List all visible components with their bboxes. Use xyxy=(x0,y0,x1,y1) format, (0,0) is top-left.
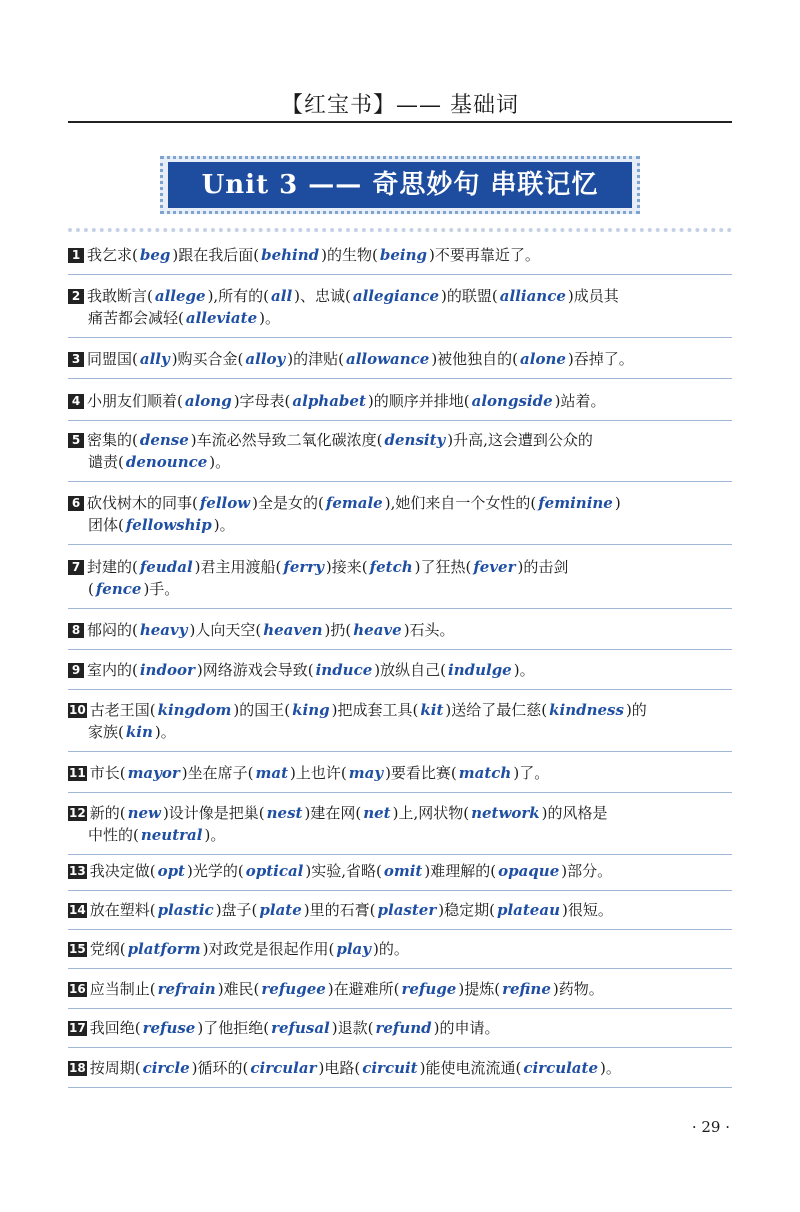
sentence-line xyxy=(68,348,732,370)
sentence-line xyxy=(68,860,732,882)
english-word: mat xyxy=(255,764,289,782)
chinese-text: )车流必然导致二氧化碳浓度( xyxy=(190,431,383,449)
english-word: alloy xyxy=(245,350,286,368)
english-word: refugee xyxy=(261,980,326,998)
english-word: induce xyxy=(315,661,373,679)
chinese-text: 中性的( xyxy=(88,826,139,844)
sentence-item-12 xyxy=(68,802,732,846)
row-divider xyxy=(68,649,732,650)
chinese-text: )接来( xyxy=(325,558,368,576)
english-word: circuit xyxy=(362,1059,418,1077)
english-word: dense xyxy=(139,431,189,449)
chinese-text: )电路( xyxy=(318,1059,361,1077)
english-word: network xyxy=(471,804,540,822)
english-word: alone xyxy=(520,350,566,368)
item-number-badge: 10 xyxy=(69,703,86,717)
sentence-item-18 xyxy=(68,1057,732,1079)
item-number-badge: 14 xyxy=(69,903,86,917)
chinese-text: ),她们来自一个女性的( xyxy=(384,494,537,512)
sentence-item-1 xyxy=(68,244,732,266)
chinese-text: )的。 xyxy=(372,940,409,958)
sentence-line xyxy=(68,390,732,412)
english-word: ally xyxy=(139,350,170,368)
english-word: fellowship xyxy=(125,516,212,534)
chinese-text: )站着。 xyxy=(554,392,606,410)
chinese-text: 新的( xyxy=(89,804,126,822)
sentence-item-4 xyxy=(68,390,732,412)
sentence-item-8 xyxy=(68,619,732,641)
sentence-line xyxy=(68,802,732,824)
item-number-badge: 18 xyxy=(69,1061,86,1075)
english-word: plateau xyxy=(496,901,560,919)
english-word: kin xyxy=(125,723,153,741)
chinese-text: )。 xyxy=(259,309,280,327)
sentence-line xyxy=(68,762,732,784)
english-word: circle xyxy=(142,1059,190,1077)
chinese-text: )放纵自己( xyxy=(374,661,446,679)
page-number: · 29 · xyxy=(691,1118,730,1136)
sentence-item-10 xyxy=(68,699,732,743)
row-divider xyxy=(68,751,732,752)
chinese-text: )能使电流流通( xyxy=(419,1059,522,1077)
chinese-text: 我决定做( xyxy=(89,862,156,880)
chinese-text: )跟在我后面( xyxy=(172,246,260,264)
sentence-item-3 xyxy=(68,348,732,370)
chinese-text: )稳定期( xyxy=(438,901,495,919)
chinese-text: )升高,这会遭到公众的 xyxy=(447,431,593,449)
chinese-text: )退款( xyxy=(331,1019,374,1037)
chinese-text: )提炼( xyxy=(458,980,501,998)
chinese-text: )的击剑 xyxy=(517,558,569,576)
item-number-badge: 4 xyxy=(68,394,84,409)
chinese-text: 密集的( xyxy=(87,431,138,449)
english-word: all xyxy=(271,287,293,305)
chinese-text: )。 xyxy=(154,723,176,741)
item-number-badge: 2 xyxy=(68,289,84,304)
english-word: ferry xyxy=(283,558,324,576)
chinese-text: )。 xyxy=(513,661,535,679)
sentence-line xyxy=(68,1057,732,1079)
english-word: fence xyxy=(95,580,142,598)
chinese-text: ( xyxy=(88,580,94,598)
sentence-item-11 xyxy=(68,762,732,784)
sentence-item-15 xyxy=(68,938,732,960)
chinese-text: )网络游戏会导致( xyxy=(196,661,314,679)
sentence-line xyxy=(68,824,732,846)
english-word: opaque xyxy=(498,862,560,880)
chinese-text: )的 xyxy=(625,701,647,719)
sentence-item-17 xyxy=(68,1017,732,1039)
sentence-line xyxy=(68,514,732,536)
item-number-badge: 7 xyxy=(68,560,84,575)
chinese-text: )对政党是很起作用( xyxy=(202,940,335,958)
chinese-text: )被他独自的( xyxy=(431,350,519,368)
sentence-line xyxy=(68,578,732,600)
chinese-text: 我回绝( xyxy=(89,1019,141,1037)
row-divider xyxy=(68,420,732,421)
row-divider xyxy=(68,854,732,855)
english-word: new xyxy=(127,804,161,822)
chinese-text: )送给了最仁慈( xyxy=(445,701,548,719)
sentence-line xyxy=(68,285,732,307)
row-divider xyxy=(68,689,732,690)
english-word: net xyxy=(363,804,391,822)
chinese-text: )。 xyxy=(213,516,235,534)
chinese-text: 封建的( xyxy=(87,558,138,576)
chinese-text: )循环的( xyxy=(191,1059,249,1077)
sentence-item-5 xyxy=(68,429,732,473)
item-number-badge: 1 xyxy=(68,248,84,263)
chinese-text: )坐在席子( xyxy=(181,764,254,782)
english-word: heavy xyxy=(139,621,188,639)
chinese-text: )里的石膏( xyxy=(303,901,376,919)
english-word: king xyxy=(292,701,330,719)
chinese-text: )了狂热( xyxy=(414,558,472,576)
item-number-badge: 12 xyxy=(69,806,86,820)
chinese-text: )的津贴( xyxy=(287,350,344,368)
row-divider xyxy=(68,1087,732,1088)
chinese-text: )盘子( xyxy=(215,901,258,919)
chinese-text: )吞掉了。 xyxy=(567,350,634,368)
english-word: kingdom xyxy=(157,701,232,719)
chinese-text: 砍伐树木的同事( xyxy=(87,494,198,512)
english-word: denounce xyxy=(125,453,208,471)
row-divider xyxy=(68,337,732,338)
sentence-line xyxy=(68,978,732,1000)
chinese-text: )了他拒绝( xyxy=(197,1019,270,1037)
chinese-text: )要看比赛( xyxy=(385,764,457,782)
row-divider xyxy=(68,608,732,609)
english-word: density xyxy=(384,431,446,449)
english-word: nest xyxy=(266,804,303,822)
english-word: indoor xyxy=(139,661,195,679)
item-number-badge: 3 xyxy=(68,352,84,367)
chinese-text: 放在塑料( xyxy=(89,901,156,919)
sentence-line xyxy=(68,699,732,721)
chinese-text: )字母表( xyxy=(233,392,291,410)
chinese-text: )难民( xyxy=(217,980,260,998)
english-word: match xyxy=(458,764,512,782)
chinese-text: 团体( xyxy=(88,516,124,534)
chinese-text: )购买合金( xyxy=(171,350,244,368)
chinese-text: )扔( xyxy=(324,621,352,639)
chinese-text: )的风格是 xyxy=(541,804,608,822)
chinese-text: )设计像是把巢( xyxy=(162,804,265,822)
english-word: allegiance xyxy=(352,287,440,305)
chinese-text: )。 xyxy=(600,1059,621,1077)
sentence-line xyxy=(68,556,732,578)
chinese-text: 我敢断言( xyxy=(87,287,153,305)
sentence-line xyxy=(68,492,732,514)
row-divider xyxy=(68,968,732,969)
english-word: refund xyxy=(375,1019,432,1037)
chinese-text: )很短。 xyxy=(561,901,613,919)
english-word: feudal xyxy=(139,558,193,576)
sentence-line xyxy=(68,938,732,960)
row-divider xyxy=(68,544,732,545)
row-divider xyxy=(68,792,732,793)
english-word: allowance xyxy=(345,350,430,368)
item-number-badge: 15 xyxy=(69,942,86,956)
english-word: fever xyxy=(473,558,516,576)
sentence-item-2 xyxy=(68,285,732,329)
chinese-text: 古老王国( xyxy=(89,701,156,719)
english-word: play xyxy=(336,940,371,958)
item-number-badge: 16 xyxy=(69,982,86,996)
chinese-text: 党纲( xyxy=(89,940,126,958)
english-word: refuse xyxy=(142,1019,196,1037)
chinese-text: )的顺序并排地( xyxy=(367,392,470,410)
english-word: being xyxy=(379,246,427,264)
chinese-text: )把成套工具( xyxy=(331,701,419,719)
english-word: opt xyxy=(157,862,185,880)
row-divider xyxy=(68,929,732,930)
row-divider xyxy=(68,274,732,275)
sentence-line xyxy=(68,1017,732,1039)
english-word: alphabet xyxy=(292,392,366,410)
chinese-text: )建在网( xyxy=(304,804,362,822)
sentence-item-9 xyxy=(68,659,732,681)
english-word: refuge xyxy=(401,980,457,998)
chinese-text: )上也许( xyxy=(290,764,347,782)
sentence-item-7 xyxy=(68,556,732,600)
chinese-text: )的联盟( xyxy=(441,287,498,305)
english-word: female xyxy=(325,494,383,512)
sentence-line xyxy=(68,899,732,921)
english-word: indulge xyxy=(448,661,512,679)
chinese-text: )、忠诚( xyxy=(294,287,351,305)
row-divider xyxy=(68,890,732,891)
chinese-text: )的国王( xyxy=(233,701,291,719)
english-word: plastic xyxy=(157,901,214,919)
english-word: heave xyxy=(353,621,402,639)
chinese-text: )的申请。 xyxy=(433,1019,500,1037)
chinese-text: )实验,省略( xyxy=(305,862,382,880)
sentence-line xyxy=(68,619,732,641)
row-divider xyxy=(68,481,732,482)
english-word: fetch xyxy=(369,558,413,576)
chinese-text: )不要再靠近了。 xyxy=(428,246,540,264)
chinese-text: 家族( xyxy=(88,723,124,741)
chinese-text: 小朋友们顺着( xyxy=(87,392,183,410)
english-word: along xyxy=(184,392,232,410)
sentence-line xyxy=(68,307,732,329)
sentence-item-16 xyxy=(68,978,732,1000)
chinese-text: ),所有的( xyxy=(207,287,270,305)
english-word: fellow xyxy=(199,494,251,512)
chinese-text: 市长( xyxy=(89,764,126,782)
chinese-text: ) xyxy=(614,494,621,512)
chinese-text: )人向天空( xyxy=(189,621,262,639)
item-number-badge: 11 xyxy=(69,766,86,780)
chinese-text: )部分。 xyxy=(561,862,613,880)
chinese-text: 痛苦都会减轻( xyxy=(88,309,184,327)
english-word: kindness xyxy=(549,701,624,719)
english-word: alliance xyxy=(499,287,566,305)
sentence-line xyxy=(68,721,732,743)
row-divider xyxy=(68,1047,732,1048)
chinese-text: )上,网状物( xyxy=(392,804,470,822)
chinese-text: )了。 xyxy=(513,764,550,782)
chinese-text: )。 xyxy=(209,453,231,471)
item-number-badge: 8 xyxy=(68,623,84,638)
chinese-text: 室内的( xyxy=(87,661,138,679)
sentence-item-14 xyxy=(68,899,732,921)
english-word: omit xyxy=(383,862,423,880)
chinese-text: 应当制止( xyxy=(89,980,156,998)
english-word: refine xyxy=(502,980,551,998)
english-word: behind xyxy=(261,246,320,264)
item-number-badge: 9 xyxy=(68,663,84,678)
chinese-text: )难理解的( xyxy=(424,862,497,880)
chinese-text: )药物。 xyxy=(552,980,604,998)
english-word: mayor xyxy=(127,764,180,782)
english-word: refrain xyxy=(157,980,216,998)
english-word: beg xyxy=(139,246,171,264)
english-word: may xyxy=(348,764,384,782)
english-word: platform xyxy=(127,940,201,958)
english-word: circular xyxy=(250,1059,317,1077)
english-word: heaven xyxy=(263,621,323,639)
chinese-text: )的生物( xyxy=(321,246,378,264)
english-word: neutral xyxy=(140,826,203,844)
item-number-badge: 5 xyxy=(68,433,84,448)
chinese-text: )石头。 xyxy=(403,621,455,639)
chinese-text: )全是女的( xyxy=(252,494,324,512)
chinese-text: 按周期( xyxy=(89,1059,141,1077)
unit-banner-title: Unit 3 —— 奇思妙句 串联记忆 xyxy=(168,162,632,208)
item-number-badge: 17 xyxy=(69,1021,86,1035)
sentence-item-6 xyxy=(68,492,732,536)
english-word: feminine xyxy=(538,494,613,512)
chinese-text: 我乞求( xyxy=(87,246,138,264)
english-word: allege xyxy=(154,287,206,305)
chinese-text: )君主用渡船( xyxy=(194,558,282,576)
page-header-title: 【红宝书】—— 基础词 xyxy=(281,93,519,118)
chinese-text: )光学的( xyxy=(186,862,244,880)
item-number-badge: 6 xyxy=(68,496,84,511)
english-word: plate xyxy=(259,901,302,919)
english-word: alongside xyxy=(471,392,553,410)
sentence-line xyxy=(68,451,732,473)
english-word: circulate xyxy=(523,1059,598,1077)
english-word: alleviate xyxy=(185,309,258,327)
sentence-line xyxy=(68,429,732,451)
english-word: plaster xyxy=(377,901,437,919)
sentence-line xyxy=(68,244,732,266)
sentence-line xyxy=(68,659,732,681)
chinese-text: )。 xyxy=(204,826,226,844)
english-word: refusal xyxy=(271,1019,330,1037)
chinese-text: )手。 xyxy=(143,580,180,598)
item-number-badge: 13 xyxy=(69,864,86,878)
row-divider xyxy=(68,378,732,379)
chinese-text: )成员其 xyxy=(567,287,619,305)
sentence-item-13 xyxy=(68,860,732,882)
chinese-text: 同盟国( xyxy=(87,350,138,368)
row-divider xyxy=(68,1008,732,1009)
english-word: optical xyxy=(245,862,304,880)
chinese-text: 郁闷的( xyxy=(87,621,138,639)
chinese-text: )在避难所( xyxy=(327,980,400,998)
chinese-text: 谴责( xyxy=(88,453,124,471)
english-word: kit xyxy=(420,701,444,719)
